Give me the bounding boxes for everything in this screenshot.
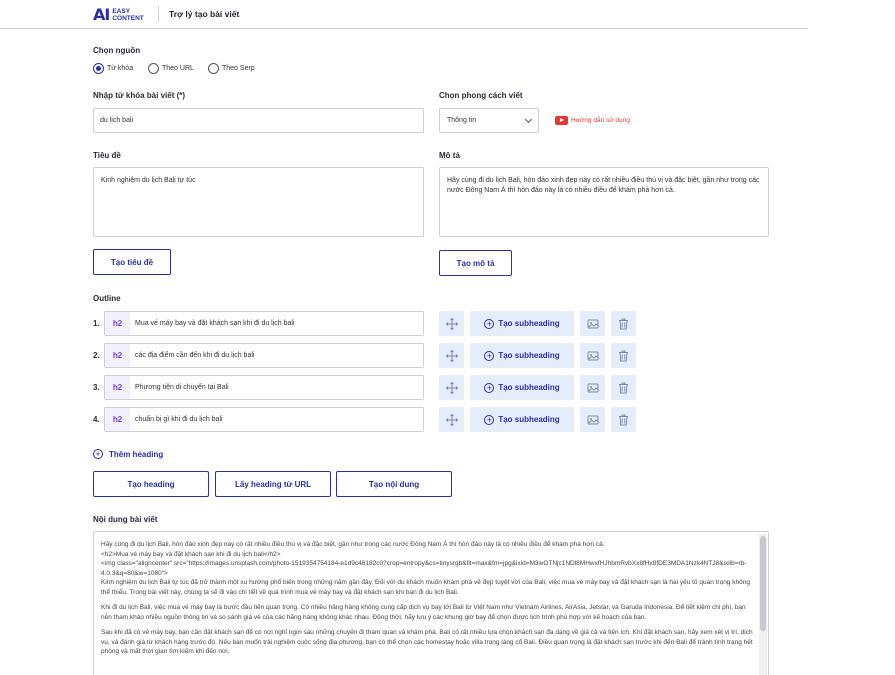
plus-circle-icon: + <box>484 351 494 361</box>
content-editor[interactable] <box>93 531 769 675</box>
plus-circle-icon: + <box>93 449 103 459</box>
outline-row-number: 4. <box>93 415 100 424</box>
keyword-value: du lịch bali <box>100 117 134 124</box>
header-divider <box>158 6 159 22</box>
heading-level-tag[interactable]: h2 <box>105 376 130 399</box>
create-subheading-button[interactable] <box>470 311 574 336</box>
create-subheading-button[interactable] <box>470 407 574 432</box>
plus-circle-icon: + <box>484 383 494 393</box>
outline-row-number: 3. <box>93 383 100 392</box>
outline-heading-text: chuẩn bị gì khi đi du lịch bali <box>135 416 223 423</box>
create-subheading-label: Tạo subheading <box>498 351 560 360</box>
move-icon <box>446 382 458 394</box>
source-label: Chọn nguồn <box>93 46 141 55</box>
add-heading-label: Thêm heading <box>109 449 164 459</box>
title-label: Tiêu đề <box>93 151 121 160</box>
content-paragraph: <h2>Mua vé máy bay và đặt khách sạn khi đi du lịch bali</h2> <box>101 550 281 558</box>
radio-serp[interactable] <box>208 63 255 74</box>
content-label: Nội dung bài viết <box>93 515 158 524</box>
keyword-input[interactable] <box>93 108 424 133</box>
title-textarea[interactable] <box>93 167 424 237</box>
create-subheading-label: Tạo subheading <box>498 319 560 328</box>
outline-heading-text: Mua vé máy bay và đặt khách sạn khi đi du lịch bali <box>135 320 295 327</box>
keyword-label: Nhập từ khóa bài viết (*) <box>93 91 186 100</box>
outline-heading-input[interactable] <box>104 311 424 336</box>
image-button[interactable] <box>580 311 605 336</box>
image-icon <box>587 382 599 394</box>
style-value: Thông tin <box>447 117 477 124</box>
content-scrollbar[interactable] <box>759 534 767 675</box>
logo-line-1: EASY <box>112 7 131 15</box>
create-subheading-label: Tạo subheading <box>498 415 560 424</box>
plus-circle-icon: + <box>484 319 494 329</box>
drag-handle[interactable] <box>439 407 464 432</box>
create-title-button[interactable]: Tạo tiêu đề <box>93 249 171 275</box>
image-icon <box>587 318 599 330</box>
outline-row-number: 1. <box>93 319 100 328</box>
content-paragraph: <img class="aligncenter" src="https://images.unsplash.com/photo-1519354754184-e1d9c46182c0?crop=entropy&cs=tinysrgb&fit=max&fm=jpg&ixid=M3wOTNjc1NDl8MHwxfHJhbmRvbXx8fHx8fDE3MDA1Nzk4NTJ8&ixlib=rb-4.0.3&q=80&w=1080"> <box>101 560 747 577</box>
create-subheading-label: Tạo subheading <box>498 383 560 392</box>
chevron-down-icon <box>525 115 532 122</box>
image-icon <box>587 350 599 362</box>
title-value: Kinh nghiệm du lịch Bali tự túc <box>101 177 196 184</box>
move-icon <box>446 318 458 330</box>
radio-keyword[interactable] <box>93 63 133 74</box>
delete-button[interactable] <box>611 311 636 336</box>
add-heading-button[interactable] <box>93 449 163 459</box>
drag-handle[interactable] <box>439 343 464 368</box>
outline-row-number: 2. <box>93 351 100 360</box>
content-paragraph: Sau khi đã có vé máy bay, bạn cần đặt khách sạn để có nơi nghỉ ngơi sau những chuyến đi tham quan và khám phá. Bali có rất nhiều lựa chọn khách sạn đa dạng về giá cả và tiện ích. Khi đặt khách sạn, hãy xem xét vị trí, dịch vụ, và đánh giá từ khách hàng trước đó. Nếu bạn muốn trải nghiệm cuộc sống địa phương, bạn có thể chọn các homestay hoặc villa trong làng cổ Bali. Điều quan trọng là đặt khách sạn trước khi đến Bali để tránh tình trạng hết phòng và mất thời gian tìm kiếm khi đến nơi. <box>101 629 753 655</box>
create-subheading-button[interactable] <box>470 343 574 368</box>
heading-level-tag[interactable]: h2 <box>105 312 130 335</box>
style-select[interactable] <box>439 108 539 133</box>
outline-label: Outline <box>93 294 121 303</box>
trash-icon <box>618 382 629 394</box>
heading-level-tag[interactable]: h2 <box>105 408 130 431</box>
outline-heading-text: Phương tiện di chuyển tại Bali <box>135 384 229 391</box>
logo[interactable] <box>93 5 144 24</box>
outline-heading-input[interactable] <box>104 343 424 368</box>
radio-keyword-label: Từ khóa <box>107 65 134 72</box>
move-icon <box>446 350 458 362</box>
app-header <box>0 0 808 29</box>
trash-icon <box>618 318 629 330</box>
youtube-icon <box>555 116 568 125</box>
plus-circle-icon: + <box>484 415 494 425</box>
create-heading-button[interactable]: Tạo heading <box>93 471 209 497</box>
radio-serp-label: Theo Serp <box>222 65 255 72</box>
drag-handle[interactable] <box>439 311 464 336</box>
delete-button[interactable] <box>611 375 636 400</box>
description-textarea[interactable] <box>439 167 769 237</box>
image-button[interactable] <box>580 343 605 368</box>
heading-level-tag[interactable]: h2 <box>105 344 130 367</box>
description-value: Hãy cùng đi du lịch Bali, hòn đảo xinh đẹp này có rất nhiều điều thú vị và đặc biệt, gần như trong các nước Đông Nam Á thì hòn đảo này là có nhiều điều để khám phá hơn cả. <box>447 177 760 194</box>
guide-link-text: Hướng dẫn sử dụng <box>571 117 630 124</box>
create-description-button[interactable]: Tạo mô tả <box>439 250 512 276</box>
image-button[interactable] <box>580 407 605 432</box>
logo-text <box>112 8 143 22</box>
radio-url[interactable] <box>148 63 194 74</box>
create-subheading-button[interactable] <box>470 375 574 400</box>
drag-handle[interactable] <box>439 375 464 400</box>
delete-button[interactable] <box>611 343 636 368</box>
trash-icon <box>618 414 629 426</box>
outline-heading-input[interactable] <box>104 375 424 400</box>
radio-unchecked-icon <box>148 63 159 74</box>
image-button[interactable] <box>580 375 605 400</box>
delete-button[interactable] <box>611 407 636 432</box>
content-paragraph: Kinh nghiệm du lịch Bali tự túc đã trở thành một xu hướng phổ biến trong những năm gần đây. Đối với du khách muốn khám phá vẻ đẹp tuyệt vời của Bali, việc mua vé máy bay và đặt khách sạn là hai yếu tố quan trọng không thể thiếu. Trong bài viết này, chúng ta sẽ đi vào chi tiết về quá trình mua vé máy bay và đặt khách sạn khi bạn đi du lịch Bali. <box>101 579 750 596</box>
page-title: Trợ lý tạo bài viết <box>169 9 240 19</box>
logo-line-2: CONTENT <box>112 14 144 22</box>
scrollbar-thumb[interactable] <box>760 536 766 631</box>
move-icon <box>446 414 458 426</box>
outline-heading-text: các địa điểm cần đến khi đi du lịch bali <box>135 352 255 359</box>
content-paragraph: Khi đi du lịch Bali, việc mua vé máy bay là bước đầu tiên quan trọng. Có nhiều hãng hàng không cung cấp dịch vụ bay tới Bali từ Việt Nam như Vietnam Airlines, AirAsia, Jetstar, và Garuda Indonesia. Để tiết kiệm chi phí, bạn nên tham khảo nhiều nguồn thông tin và so sánh giá vé của các hãng hàng không khác nhau. Đồng thời, hãy lưu ý các khung giờ bay để chọn được lịch trình phù hợp với kế hoạch của bạn. <box>101 604 746 621</box>
radio-checked-icon <box>93 63 104 74</box>
guide-link[interactable] <box>555 116 630 125</box>
outline-heading-input[interactable] <box>104 407 424 432</box>
radio-url-label: Theo URL <box>162 65 194 72</box>
style-label: Chọn phong cách viết <box>439 91 523 100</box>
logo-mark: AI <box>93 5 110 24</box>
image-icon <box>587 414 599 426</box>
content-paragraph: Hãy cùng đi du lịch Bali, hòn đảo xinh đẹp này có rất nhiều điều thú vị và đặc biệt, gần như trong các nước Đông Nam Á thì hòn đảo này là có nhiều điều để khám phá hơn cả. <box>101 541 605 548</box>
trash-icon <box>618 350 629 362</box>
description-label: Mô tả <box>439 151 460 160</box>
radio-unchecked-icon <box>208 63 219 74</box>
create-content-button[interactable]: Tạo nội dung <box>336 471 452 497</box>
heading-from-url-button[interactable]: Lấy heading từ URL <box>215 471 331 497</box>
